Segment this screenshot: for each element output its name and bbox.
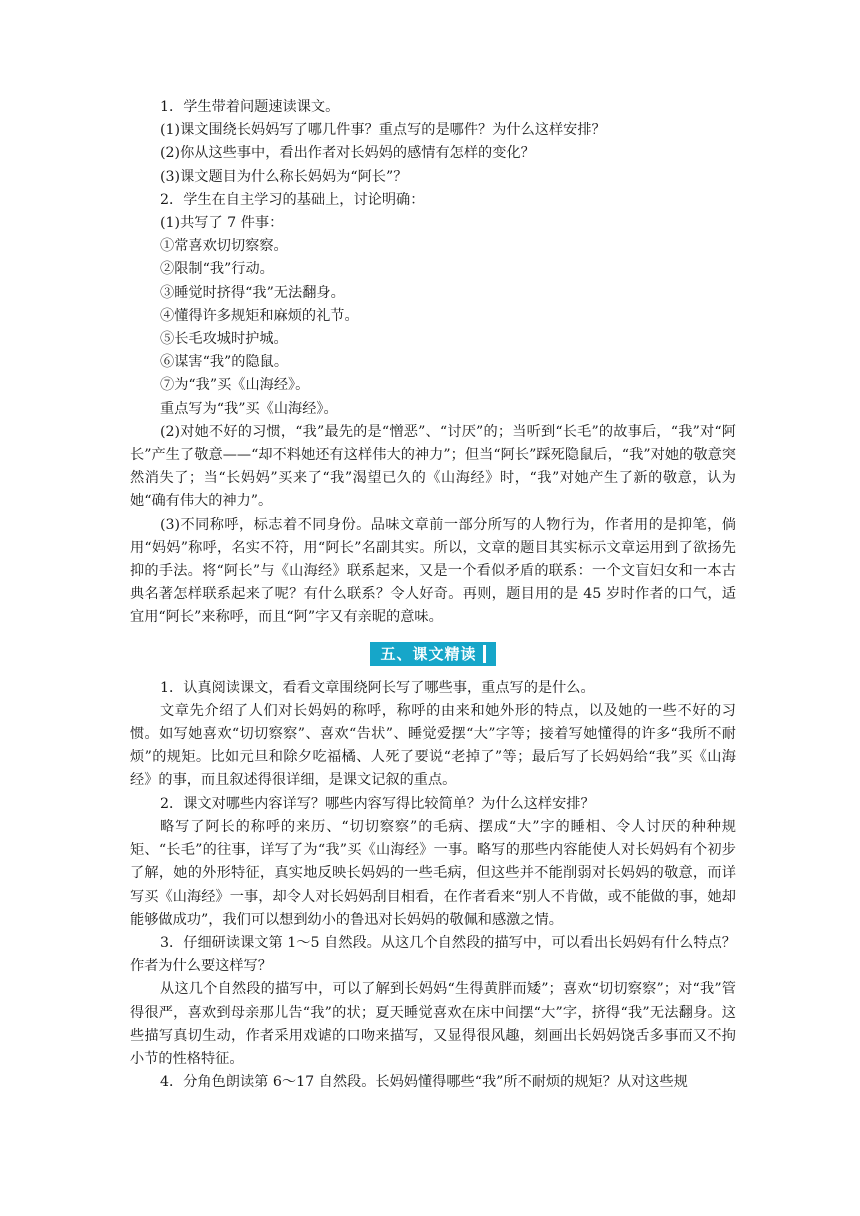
paragraph: 1．学生带着问题速读课文。 bbox=[160, 99, 340, 115]
paragraph: (1)共写了 7 件事： bbox=[160, 215, 284, 232]
paragraph: 文章先介绍了人们对长妈妈的称呼，称呼的由来和她外形的特点，以及她的一些不好的习惯。如写她喜欢“切切察察”、喜欢“告状”、睡觉爱摆“大”字等；接着写她懂得的许多“我所不耐烦”的规矩。比如元旦和除夕吃福橘、人死了要说“老掉了”等；最后写了长妈妈给“我”买《山海经》的事，而且叙述得很详细，是课文记叙的重点。 bbox=[130, 702, 736, 789]
paragraph: ⑦为“我”买《山海经》。 bbox=[160, 377, 310, 394]
paragraph: ⑥谋害“我”的隐鼠。 bbox=[160, 354, 289, 371]
paragraph: 重点写为“我”买《山海经》。 bbox=[160, 400, 338, 417]
paragraph: 4．分角色朗读第 6～17 自然段。长妈妈懂得哪些“我”所不耐烦的规矩？从对这些规 bbox=[160, 1074, 688, 1091]
paragraph: ③睡觉时挤得“我”无法翻身。 bbox=[160, 284, 345, 301]
paragraph: 1．认真阅读课文，看看文章围绕阿长写了哪些事，重点写的是什么。 bbox=[160, 679, 595, 696]
document-page bbox=[130, 96, 736, 1094]
paragraph: ⑤长毛攻城时护城。 bbox=[160, 331, 288, 348]
paragraph: ②限制“我”行动。 bbox=[160, 261, 274, 278]
paragraph: ④懂得许多规矩和麻烦的礼节。 bbox=[160, 307, 359, 324]
paragraph: 2．课文对哪些内容详写？哪些内容写得比较简单？为什么这样安排？ bbox=[160, 795, 595, 812]
paragraph: (3)不同称呼，标志着不同身份。品味文章前一部分所写的人物行为，作者用的是抑笔，倘用“妈妈”称呼，名实不符，用“阿长”名副其实。所以，文章的题目其实标示文章运用到了欲扬先抑的手法。将“阿长”与《山海经》联系起来，又是一个看似矛盾的联系：一个文盲妇女和一本古典名著怎样联系起来了呢？有什么联系？令人好奇。再则，题目用的是 45 岁时作者的口气，适宜用“阿长”来称呼，而且“阿”字又有亲昵的意味。 bbox=[130, 516, 736, 626]
section-heading-text: 五、课文精读 bbox=[380, 644, 477, 663]
paragraph: 2．学生在自主学习的基础上，讨论明确： bbox=[160, 191, 425, 208]
paragraph: (2)你从这些事中，看出作者对长妈妈的感情有怎样的变化？ bbox=[160, 145, 535, 162]
discussion-section bbox=[130, 96, 736, 630]
paragraph: (3)课文题目为什么称长妈妈为“阿长”？ bbox=[160, 168, 408, 185]
paragraph: 略写了阿长的称呼的来历、“切切察察”的毛病、摆成“大”字的睡相、令人讨厌的种种规矩、“长毛”的往事，详写了为“我”买《山海经》一事。略写的那些内容能使人对长妈妈有个初步了解，她的外形特征，真实地反映长妈妈的一些毛病，但这些并不能削弱对长妈妈的敬意，而详写买《山海经》一事，却令人对长妈妈刮目相看，在作者看来“别人不肯做，或不能做的事，她却能够做成功”，我们可以想到幼小的鲁迅对长妈妈的敬佩和感激之情。 bbox=[130, 818, 736, 928]
paragraph: 3．仔细研读课文第 1～5 自然段。从这几个自然段的描写中，可以看出长妈妈有什么特点？作者为什么要这样写？ bbox=[130, 934, 736, 975]
close-reading-section bbox=[130, 677, 736, 1095]
section-heading bbox=[370, 642, 495, 666]
heading-bar-decoration bbox=[483, 645, 486, 663]
paragraph: 从这几个自然段的描写中，可以了解到长妈妈“生得黄胖而矮”；喜欢“切切察察”；对“我”管得很严，喜欢到母亲那儿告“我”的状；夏天睡觉喜欢在床中间摆“大”字，挤得“我”无法翻身。这些描写真切生动，作者采用戏谑的口吻来描写，又显得很风趣，刻画出长妈妈饶舌多事而又不拘小节的性格特征。 bbox=[130, 981, 736, 1067]
paragraph: ①常喜欢切切察察。 bbox=[160, 238, 288, 255]
paragraph: (1)课文围绕长妈妈写了哪几件事？重点写的是哪件？为什么这样安排？ bbox=[160, 122, 606, 139]
section-heading-wrap bbox=[130, 637, 736, 671]
paragraph: (2)对她不好的习惯，“我”最先的是“憎恶”、“讨厌”的；当听到“长毛”的故事后，“我”对“阿长”产生了敬意——“却不料她还有这样伟大的神力”；但当“阿长”踩死隐鼠后，“我”对她的敬意突然消失了；当“长妈妈”买来了“我”渴望已久的《山海经》时，“我”对她产生了新的敬意，认为她“确有伟大的神力”。 bbox=[130, 423, 736, 510]
